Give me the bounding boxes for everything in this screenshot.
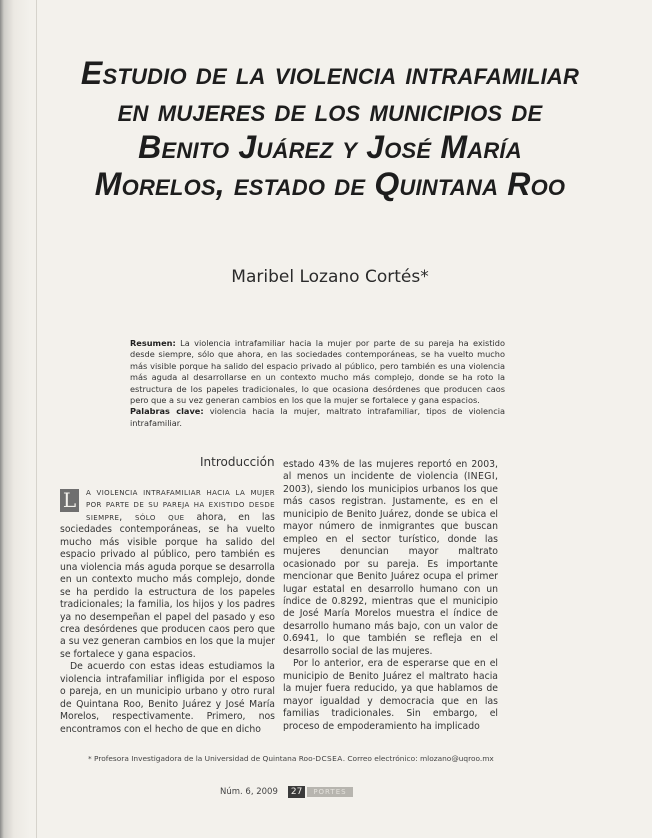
page-number: 27 [288, 786, 305, 798]
scan-fold-line [36, 0, 37, 838]
author-footnote [88, 754, 588, 763]
paragraph-text: , 2003), siendo los municipios urbanos los que más casos registran. Justamente, es en el municipio de Benito Juárez, donde se ubica el mayor número de inmigrantes que buscan empleo en el sector turístico, donde las mujeres denuncian mayor maltrato ocasionado por su pareja. Es importante mencionar que Benito Juárez ocupa el primer lugar estatal en desarrollo humano con un índice de 0.8292, mientras que el municipio de José María Morelos muestra el índice de desarrollo humano más bajo, con un valor de 0.6941, lo que también se refleja en el desarrollo social de las mujeres. [283, 471, 498, 657]
article-author: Maribel Lozano Cortés* [231, 267, 429, 287]
body-column-right [283, 459, 498, 733]
body-paragraph: Por lo anterior, era de esperarse que en el municipio de Benito Juárez el maltrato hacia la mujer fuera reducido, ya que hablamos de mayor igualdad y democracia que en las familias tradicionales. Sin embargo, el proceso de empoderamiento ha implicado [283, 658, 498, 732]
footnote-text: * Profesora Investigadora de la Universidad de Quintana Roo- [88, 754, 316, 763]
drop-cap: L [60, 489, 79, 512]
paragraph-text: ahora, en las sociedades contemporáneas, se ha vuelto mucho más visible porque ha salido del espacio privado al público, pero también es una violencia más aguda porque se desarrolla en un contexto mucho más complejo, donde se ha perdido la estructura de los papeles tradicionales; la familia, los hijos y los padres ya no desempeñan el papel del pasado y eso crea desórdenes que producen caos pero que a su vez generan cambios en los que la mujer se fortalece y gana espacios. [60, 511, 275, 660]
abstract-block [130, 338, 505, 429]
abstract-keywords-label: Palabras clave: [130, 406, 204, 417]
footnote-text: . Correo electrónico: mlozano@uqroo.mx [342, 754, 494, 763]
body-paragraph [60, 487, 275, 661]
abstract-resumen [130, 338, 505, 406]
footnote-acronym: DCSEA [315, 754, 343, 763]
body-paragraph [283, 459, 498, 658]
inegi-acronym: INEGI [467, 471, 496, 483]
journal-badge: PORTES [307, 787, 352, 797]
article-title: Estudio de la violencia intrafamiliar en mujeres de los municipios de Benito Juárez y José María Morelos, estado de Quintana Roo [80, 55, 580, 202]
paragraph-text: estado 43% de las mujeres reportó en 2003, al menos un incidente de violencia ( [283, 459, 498, 483]
section-heading-introduccion: Introducción [200, 455, 275, 469]
lead-in-small-caps: a violencia intrafamiliar hacia la mujer por parte de su pareja ha existido desde siempre, sólo que [86, 487, 275, 523]
body-paragraph: De acuerdo con estas ideas estudiamos la violencia intrafamiliar infligida por el esposo o pareja, en un municipio urbano y otro rural de Quintana Roo, Benito Juárez y José María Morelos, respectivamente. Primero, nos encontramos con el hecho de que en dicho [60, 661, 275, 735]
abstract-resumen-label: Resumen: [130, 338, 176, 348]
page-footer [220, 783, 353, 801]
issue-label: Núm. 6, 2009 [220, 787, 278, 797]
abstract-keywords [130, 406, 505, 429]
abstract-keywords-text: violencia hacia la mujer, maltrato intrafamiliar, tipos de violencia intrafamiliar. [130, 406, 506, 428]
scan-binding-edge [0, 0, 30, 838]
body-column-left [60, 487, 275, 736]
abstract-resumen-text: La violencia intrafamiliar hacia la mujer por parte de su pareja ha existido desde siempre, sólo que ahora, en las sociedades contemporáneas, se ha vuelto mucho más visible porque ha salido del espacio privado al público, pero también es una violencia más aguda al desarrollarse en un contexto mucho más complejo, donde se ha roto la estructura de los papeles tradicionales, lo que ocasiona desórdenes que producen caos pero que a su vez generan cambios en los que la mujer se fortalece y gana espacios. [130, 338, 505, 406]
